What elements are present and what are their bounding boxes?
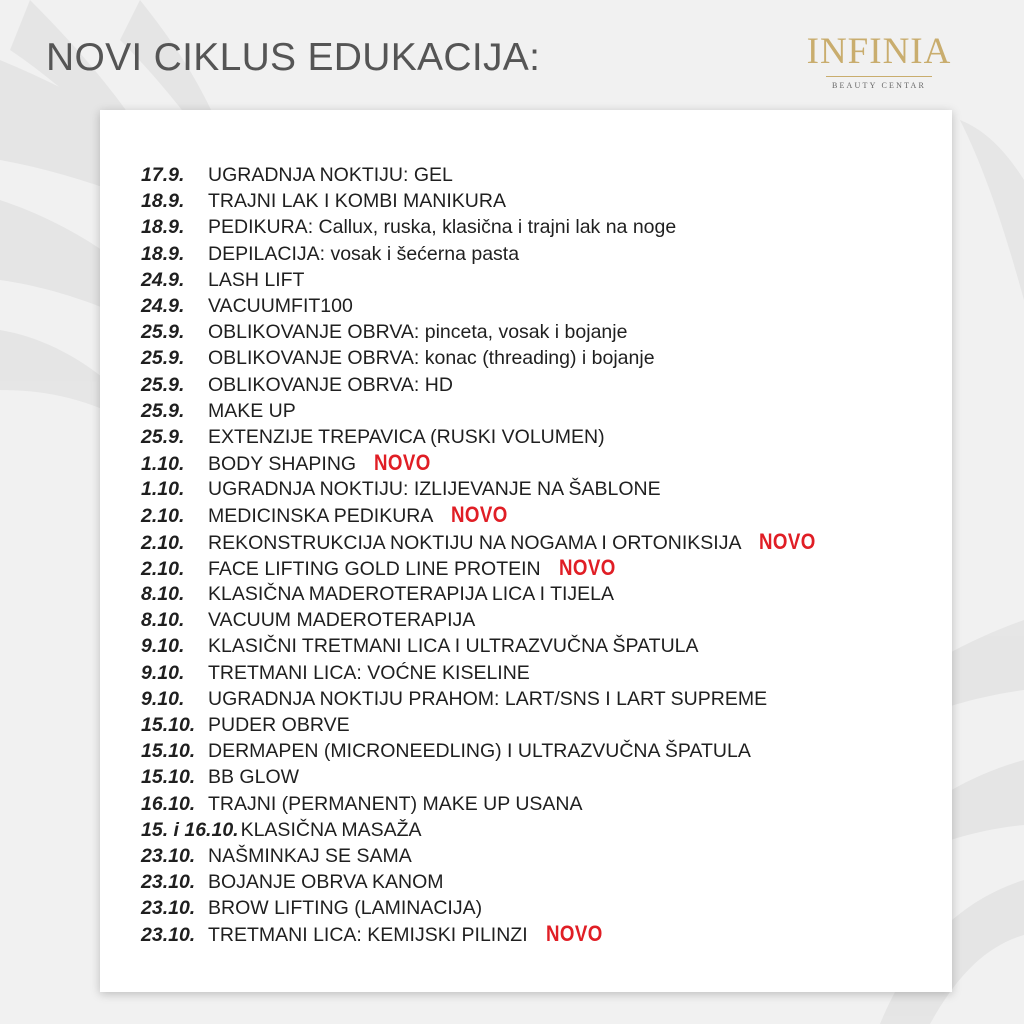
course-title: UGRADNJA NOKTIJU PRAHOM: LART/SNS I LART SUPREME — [208, 687, 768, 710]
page-title: NOVI CIKLUS EDUKACIJA: — [46, 36, 541, 79]
course-title: UGRADNJA NOKTIJU: GEL — [208, 164, 453, 186]
course-title: VACUUM MADEROTERAPIJA — [208, 609, 476, 632]
course-date: 16.10. — [141, 792, 196, 815]
schedule-row — [141, 921, 826, 947]
course-date: 2.10. — [141, 505, 185, 528]
schedule-row — [141, 581, 826, 607]
schedule-row — [141, 555, 826, 581]
schedule-row — [141, 450, 826, 476]
course-title: DERMAPEN (MICRONEEDLING) I ULTRAZVUČNA ŠPATULA — [208, 740, 751, 763]
schedule-row — [141, 241, 826, 267]
course-date: 15. i 16.10. — [141, 818, 239, 841]
schedule-row — [141, 660, 826, 686]
course-title: OBLIKOVANJE OBRVA: konac (threading) i bojanje — [208, 347, 655, 370]
course-title: PUDER OBRVE — [208, 713, 350, 736]
course-title: VACUUMFIT100 — [208, 294, 353, 317]
schedule-list — [141, 162, 826, 948]
schedule-card — [100, 110, 952, 992]
infinia-logo — [806, 30, 952, 102]
schedule-row — [141, 424, 826, 450]
course-title: MEDICINSKA PEDIKURA — [208, 505, 434, 528]
course-title: TRAJNI (PERMANENT) MAKE UP USANA — [208, 792, 583, 815]
schedule-row — [141, 162, 826, 188]
course-date: 18.9. — [141, 216, 185, 239]
schedule-row — [141, 712, 826, 738]
course-title: UGRADNJA NOKTIJU: IZLIJEVANJE NA ŠABLONE — [208, 478, 661, 501]
schedule-row — [141, 293, 826, 319]
course-title: KLASIČNA MADEROTERAPIJA LICA I TIJELA — [208, 583, 615, 605]
course-date: 23.10. — [141, 924, 196, 947]
course-title: NAŠMINKAJ SE SAMA — [208, 844, 412, 867]
course-title: OBLIKOVANJE OBRVA: pinceta, vosak i bojanje — [208, 321, 628, 344]
new-badge: NOVO — [759, 528, 817, 554]
course-date: 25.9. — [141, 399, 185, 422]
course-date: 1.10. — [141, 478, 185, 501]
schedule-row — [141, 764, 826, 790]
schedule-row — [141, 188, 826, 214]
course-title: BB GLOW — [208, 766, 300, 789]
schedule-row — [141, 267, 826, 293]
schedule-row — [141, 633, 826, 659]
course-date: 25.9. — [141, 425, 185, 448]
schedule-row — [141, 319, 826, 345]
schedule-row — [141, 791, 826, 817]
schedule-row — [141, 398, 826, 424]
course-date: 1.10. — [141, 453, 185, 476]
course-date: 25.9. — [141, 347, 185, 370]
course-date: 9.10. — [141, 687, 185, 710]
course-title: BROW LIFTING (LAMINACIJA) — [208, 897, 483, 920]
course-date: 17.9. — [141, 164, 185, 186]
course-title: REKONSTRUKCIJA NOKTIJU NA NOGAMA I ORTONIKSIJA — [208, 531, 742, 554]
course-date: 2.10. — [141, 531, 185, 554]
course-date: 23.10. — [141, 897, 196, 920]
course-date: 15.10. — [141, 740, 196, 763]
schedule-row — [141, 502, 826, 528]
course-title: LASH LIFT — [208, 268, 305, 291]
course-date: 15.10. — [141, 713, 196, 736]
schedule-row — [141, 529, 826, 555]
schedule-row — [141, 869, 826, 895]
schedule-row — [141, 214, 826, 240]
schedule-row — [141, 607, 826, 633]
course-title: KLASIČNI TRETMANI LICA I ULTRAZVUČNA ŠPATULA — [208, 635, 699, 658]
schedule-row — [141, 372, 826, 398]
course-title: TRAJNI LAK I KOMBI MANIKURA — [208, 190, 506, 213]
course-date: 25.9. — [141, 321, 185, 344]
course-date: 18.9. — [141, 190, 185, 213]
course-title: EXTENZIJE TREPAVICA (RUSKI VOLUMEN) — [208, 425, 605, 448]
new-badge: NOVO — [558, 554, 616, 580]
course-date: 18.9. — [141, 242, 185, 265]
schedule-row — [141, 686, 826, 712]
course-date: 23.10. — [141, 844, 196, 867]
course-title: TRETMANI LICA: KEMIJSKI PILINZI — [208, 924, 528, 947]
schedule-row — [141, 476, 826, 502]
course-date: 9.10. — [141, 661, 185, 684]
course-title: OBLIKOVANJE OBRVA: HD — [208, 373, 453, 396]
course-date: 2.10. — [141, 557, 185, 580]
course-date: 8.10. — [141, 583, 185, 605]
logo-name: INFINIA — [806, 31, 952, 72]
course-date: 25.9. — [141, 373, 185, 396]
schedule-row — [141, 738, 826, 764]
new-badge: NOVO — [545, 921, 603, 947]
course-title: BOJANJE OBRVA KANOM — [208, 871, 444, 894]
schedule-row — [141, 895, 826, 921]
course-title: TRETMANI LICA: VOĆNE KISELINE — [208, 661, 530, 684]
logo-tagline: BEAUTY CENTAR — [831, 81, 927, 90]
course-date: 9.10. — [141, 635, 185, 658]
new-badge: NOVO — [374, 450, 431, 476]
course-title: PEDIKURA: Callux, ruska, klasična i trajni lak na noge — [208, 216, 677, 239]
course-title: MAKE UP — [208, 399, 296, 422]
course-title: FACE LIFTING GOLD LINE PROTEIN — [208, 557, 541, 580]
schedule-row — [141, 843, 826, 869]
course-date: 15.10. — [141, 766, 196, 789]
course-date: 8.10. — [141, 609, 185, 632]
logo-divider — [826, 76, 932, 77]
schedule-row — [141, 817, 826, 843]
schedule-row — [141, 345, 826, 371]
course-date: 24.9. — [141, 294, 185, 317]
course-title: DEPILACIJA: vosak i šećerna pasta — [208, 242, 520, 265]
new-badge: NOVO — [451, 502, 509, 528]
course-title: BODY SHAPING — [208, 453, 357, 476]
course-title: KLASIČNA MASAŽA — [240, 818, 422, 841]
course-date: 24.9. — [141, 268, 185, 291]
course-date: 23.10. — [141, 871, 196, 894]
